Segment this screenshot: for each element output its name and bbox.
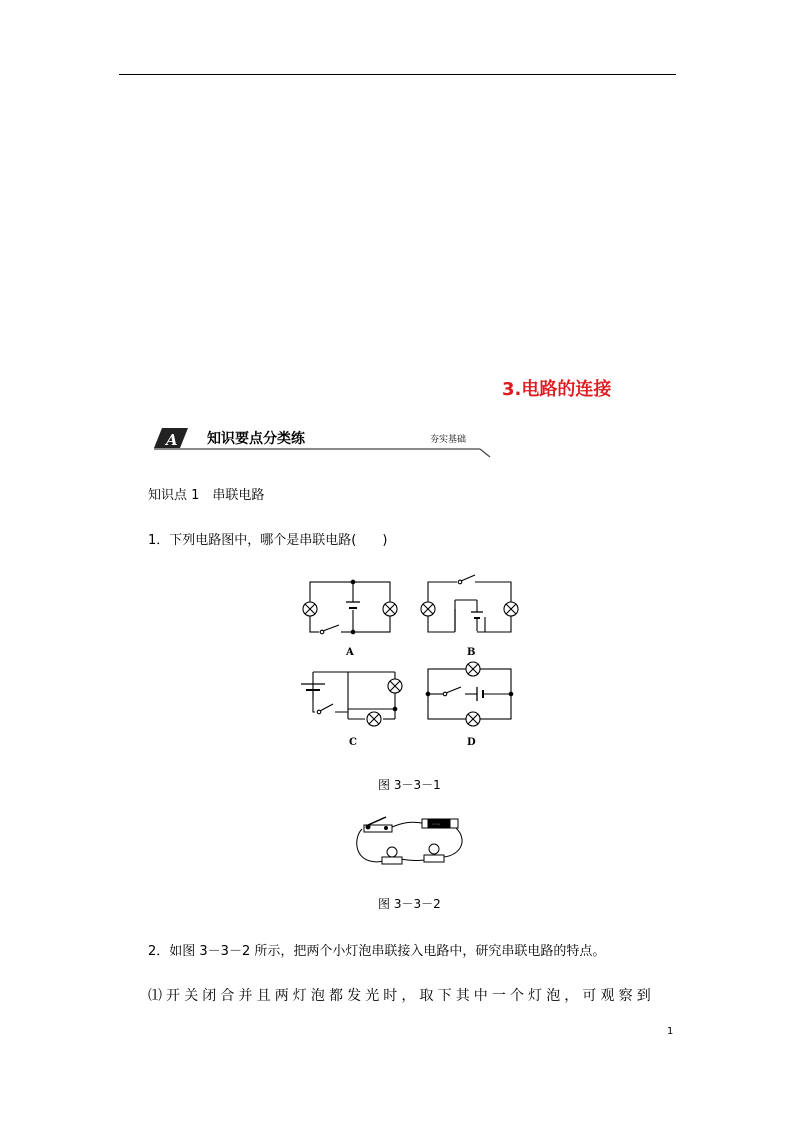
banner-tag: 夯实基础 [430, 435, 467, 445]
physical-circuit-figure [352, 815, 470, 873]
svg-text:◦◦◦: ◦◦◦ [432, 822, 441, 828]
question-2: 2．如图 3－3－2 所示，把两个小灯泡串联接入电路中，研究串联电路的特点。 [148, 944, 606, 959]
circuit-c [301, 672, 402, 726]
banner-underline-tail [480, 449, 490, 457]
figure-1-caption: 图 3－3－1 [378, 778, 441, 792]
circuit-label-d: D [467, 737, 476, 748]
banner-title: 知识要点分类练 [207, 431, 305, 447]
circuit-b [421, 575, 518, 632]
banner-badge-letter: A [166, 431, 178, 449]
circuit-label-a: A [346, 647, 354, 658]
circuit-d [426, 662, 513, 726]
page-number: 1 [667, 1026, 674, 1037]
circuit-a [303, 580, 397, 634]
figure-2-caption: 图 3－3－2 [378, 897, 441, 911]
question-1: 1．下列电路图中，哪个是串联电路( ) [148, 533, 388, 548]
circuit-label-b: B [467, 647, 476, 658]
question-2-part-1: ⑴开关闭合并且两灯泡都发光时，取下其中一个灯泡，可观察到 [148, 988, 655, 1004]
circuit-diagrams-figure [295, 572, 525, 752]
lesson-title: 3.电路的连接 [502, 379, 612, 400]
circuit-label-c: C [349, 737, 357, 748]
header-rule [119, 74, 676, 75]
section-heading: 知识点 1 串联电路 [148, 488, 265, 503]
